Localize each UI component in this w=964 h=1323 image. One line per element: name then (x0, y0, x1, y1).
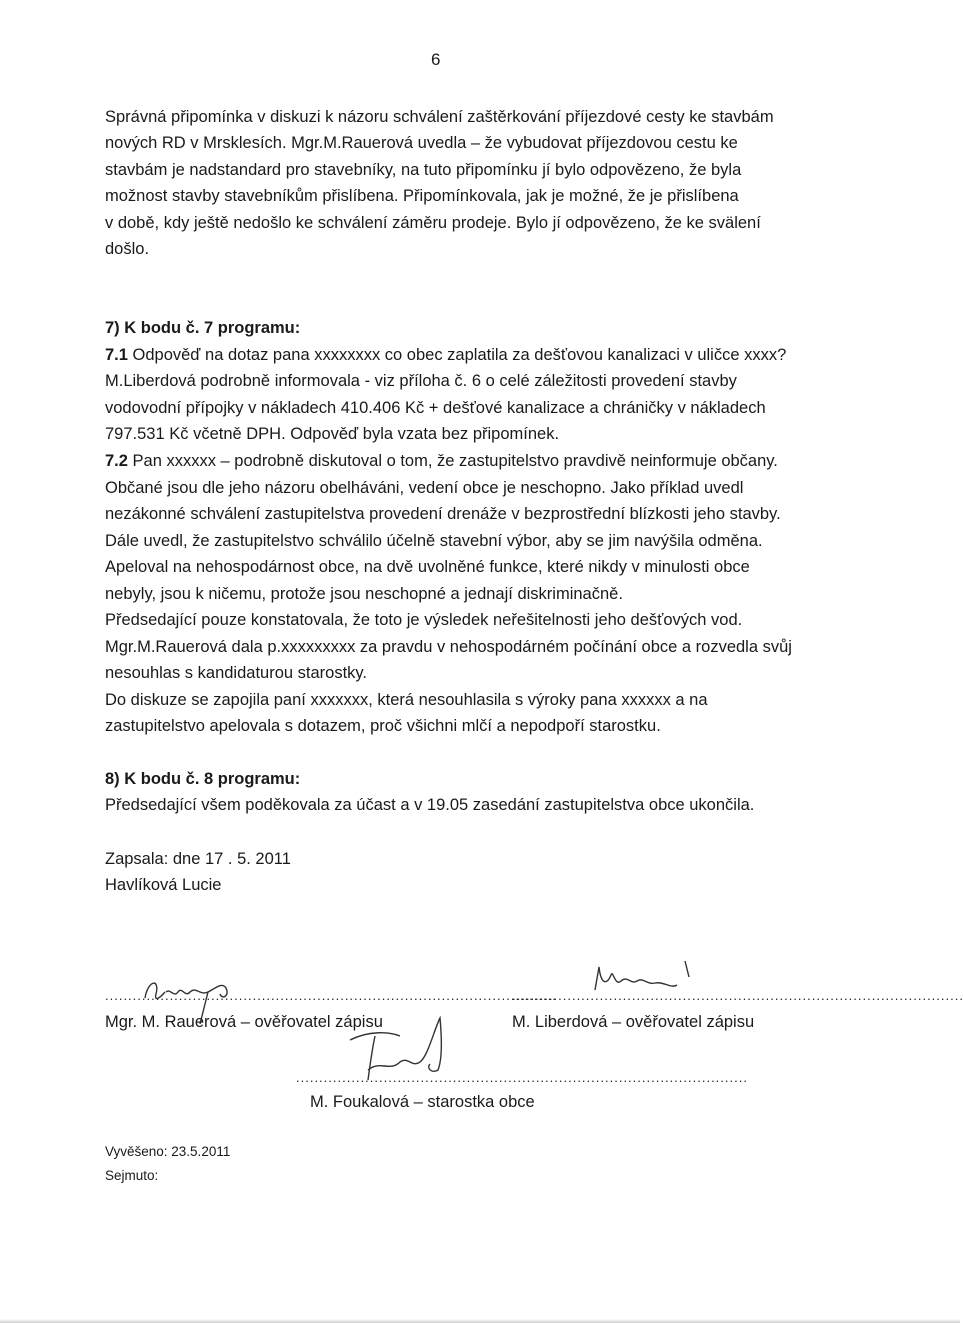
item-7-2-line: Předsedající pouze konstatovala, že toto je výsledek neřešitelnosti jeho dešťových vod. (105, 611, 743, 629)
item-7-2-text: Pan xxxxxx – podrobně diskutoval o tom, že zastupitelstvo pravdivě neinformuje občany. (127, 452, 778, 470)
item-7-1-line: M.Liberdová podrobně informovala - viz příloha č. 6 o celé záležitosti provedení stavby (105, 372, 737, 390)
section-8-heading: 8) K bodu č. 8 programu: (105, 770, 301, 788)
item-7-1-line: 797.531 Kč včetně DPH. Odpověď byla vzata bez připomínek. (105, 425, 560, 443)
section-8-text: Předsedající všem poděkovala za účast a v 19.05 zasedání zastupitelstva obce ukončila. (105, 796, 755, 814)
removed-date: Sejmuto: (105, 1168, 159, 1183)
section-7-heading: 7) K bodu č. 7 programu: (105, 319, 301, 337)
right-signature (585, 955, 705, 1005)
left-signature-line: .................................................................................................. (105, 988, 557, 1003)
item-7-1-line: vodovodní přípojky v nákladech 410.406 Kč + dešťové kanalizace a chráničky v nákladech (105, 399, 766, 417)
item-7-2-number: 7.2 (105, 452, 128, 470)
posted-date: Vyvěšeno: 23.5.2011 (105, 1144, 231, 1159)
recorded-date: Zapsala: dne 17 . 5. 2011 (105, 850, 291, 868)
recorder-name: Havlíková Lucie (105, 876, 222, 894)
right-signature-line: .................................................................................................. (512, 988, 964, 1003)
left-signature-label: Mgr. M. Rauerová – ověřovatel zápisu (105, 1013, 383, 1031)
item-7-1-line (105, 344, 786, 366)
item-7-2-line: Mgr.M.Rauerová dala p.xxxxxxxxx za pravdu v nehospodárném počínání obce a rozvedla svůj (105, 638, 792, 656)
item-7-2-line: Do diskuze se zapojila paní xxxxxxx, která nesouhlasila s výroky pana xxxxxx a na (105, 691, 708, 709)
paragraph-line: možnost stavby stavebníkům přislíbena. Připomínkovala, jak je možné, že je přislíbena (105, 187, 739, 205)
paragraph-line: stavbám je nadstandard pro stavebníky, na tuto připomínku jí bylo odpovězeno, že byla (105, 161, 742, 179)
paragraph-line: došlo. (105, 240, 150, 258)
item-7-1-text: Odpověď na dotaz pana xxxxxxxx co obec zaplatila za dešťovou kanalizaci v uličce xxxx? (127, 346, 787, 364)
center-signature-label: M. Foukalová – starostka obce (310, 1093, 535, 1111)
item-7-2-line (105, 450, 778, 472)
paragraph-line: v době, kdy ještě nedošlo ke schválení záměru prodeje. Bylo jí odpovězeno, že ke svälení (105, 214, 761, 232)
scan-edge (0, 1319, 960, 1323)
item-7-2-line: Občané jsou dle jeho názoru obelháváni, vedení obce je neschopno. Jako příklad uvedl (105, 479, 744, 497)
center-signature-line: .................................................................................................. (296, 1070, 748, 1085)
item-7-2-line: nebyly, jsou k ničemu, protože jsou neschopné a jednají diskriminačně. (105, 585, 623, 603)
item-7-2-line: Dále uvedl, že zastupitelstvo schválilo účelně stavební výbor, aby se jim navýšila odměna. (105, 532, 763, 550)
page-number: 6 (431, 50, 441, 69)
paragraph-line: nových RD v Mrsklesích. Mgr.M.Rauerová uvedla – že vybudovat příjezdovou cestu ke (105, 134, 738, 152)
item-7-2-line: Apeloval na nehospodárnost obce, na dvě uvolněné funkce, které nikdy v minulosti obce (105, 558, 750, 576)
paragraph-line: Správná připomínka v diskuzi k názoru schválení zaštěrkování příjezdové cesty ke stavbám (105, 108, 774, 126)
item-7-2-line: nesouhlas s kandidaturou starostky. (105, 664, 368, 682)
right-signature-label: M. Liberdová – ověřovatel zápisu (512, 1013, 755, 1031)
item-7-1-number: 7.1 (105, 346, 128, 364)
item-7-2-line: zastupitelstvo apelovala s dotazem, proč všichni mlčí a nepodpoří starostku. (105, 717, 661, 735)
item-7-2-line: nezákonné schválení zastupitelstva provedení drenáže v bezprostřední blízkosti jeho stavby. (105, 505, 781, 523)
